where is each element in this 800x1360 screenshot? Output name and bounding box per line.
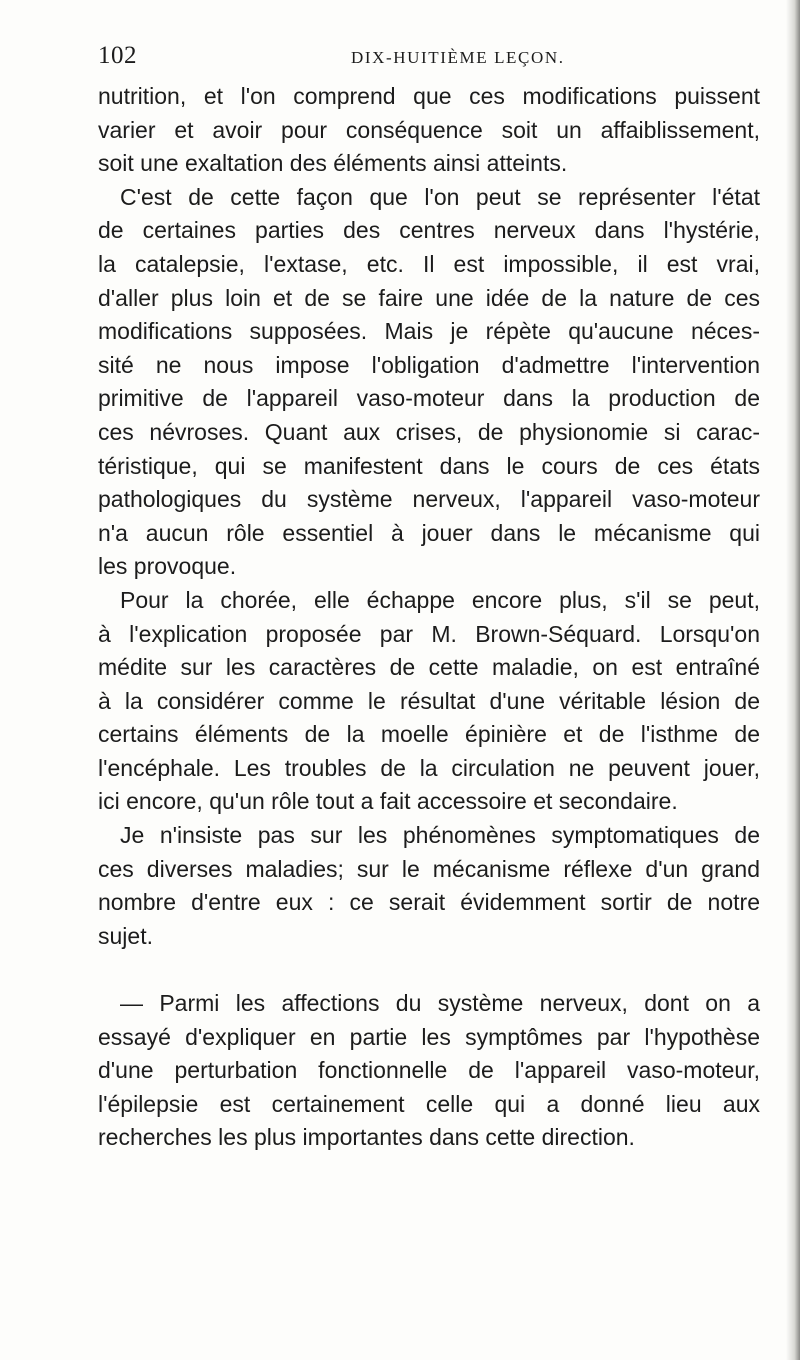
paragraph-5 <box>98 987 760 1155</box>
text-line: d'une perturbation fonctionnelle de l'appareil vaso-moteur, <box>98 1057 760 1084</box>
text-line: recherches les plus importantes dans cette direction. <box>98 1124 635 1151</box>
text-line: de certaines parties des centres nerveux dans l'hystérie, <box>98 217 760 244</box>
running-head: DIX-HUITIÈME LEÇON. <box>351 48 565 67</box>
text-line: — Parmi les affections du système nerveux, dont on a <box>120 990 760 1017</box>
text-line: ces diverses maladies; sur le mécanisme réflexe d'un grand <box>98 855 760 882</box>
text-line: modifications supposées. Mais je répète qu'aucune néces- <box>98 318 760 345</box>
text-line: sité ne nous impose l'obligation d'admettre l'intervention <box>98 351 760 378</box>
text-line: essayé d'expliquer en partie les symptômes par l'hypothèse <box>98 1023 760 1050</box>
text-line: n'a aucun rôle essentiel à jouer dans le mécanisme qui <box>98 519 760 546</box>
text-line: à la considérer comme le résultat d'une véritable lésion de <box>98 687 760 714</box>
paragraph-1 <box>98 80 760 181</box>
text-line: d'aller plus loin et de se faire une idée de la nature de ces <box>98 284 760 311</box>
text-line: primitive de l'appareil vaso-moteur dans la production de <box>98 385 760 412</box>
text-line: Je n'insiste pas sur les phénomènes symptomatiques de <box>120 822 760 849</box>
text-line: à l'explication proposée par M. Brown-Séquard. Lorsqu'on <box>98 620 760 647</box>
paragraph-4 <box>98 819 760 953</box>
paragraph-3 <box>98 584 760 819</box>
text-line: certains éléments de la moelle épinière et de l'isthme de <box>98 721 760 748</box>
text-line: ici encore, qu'un rôle tout a fait accessoire et secondaire. <box>98 788 678 815</box>
text-line: la catalepsie, l'extase, etc. Il est impossible, il est vrai, <box>98 250 760 277</box>
text-line: les provoque. <box>98 553 237 580</box>
text-line: sujet. <box>98 922 153 949</box>
text-line: varier et avoir pour conséquence soit un affaiblissement, <box>98 116 760 143</box>
text-line: médite sur les caractères de cette maladie, on est entraîné <box>98 654 760 681</box>
text-line: nombre d'entre eux : ce serait évidemment sortir de notre <box>98 889 760 916</box>
page-edge-shadow <box>786 0 800 1360</box>
text-line: l'encéphale. Les troubles de la circulation ne peuvent jouer, <box>98 754 760 781</box>
text-line: nutrition, et l'on comprend que ces modifications puissent <box>98 83 760 109</box>
paragraph-2 <box>98 181 760 584</box>
text-line: ces névroses. Quant aux crises, de physionomie si carac- <box>98 418 760 445</box>
text-line: l'épilepsie est certainement celle qui a donné lieu aux <box>98 1090 760 1117</box>
body-text <box>98 80 760 1155</box>
paragraph-gap <box>98 953 760 987</box>
text-line: C'est de cette façon que l'on peut se représenter l'état <box>120 183 760 210</box>
text-line: pathologiques du système nerveux, l'appareil vaso-moteur <box>98 486 760 513</box>
text-line: Pour la chorée, elle échappe encore plus, s'il se peut, <box>120 586 760 613</box>
page-number: 102 <box>98 42 137 69</box>
text-line: téristique, qui se manifestent dans le cours de ces états <box>98 452 760 479</box>
text-line: soit une exaltation des éléments ainsi atteints. <box>98 150 568 177</box>
page-header <box>98 40 758 72</box>
